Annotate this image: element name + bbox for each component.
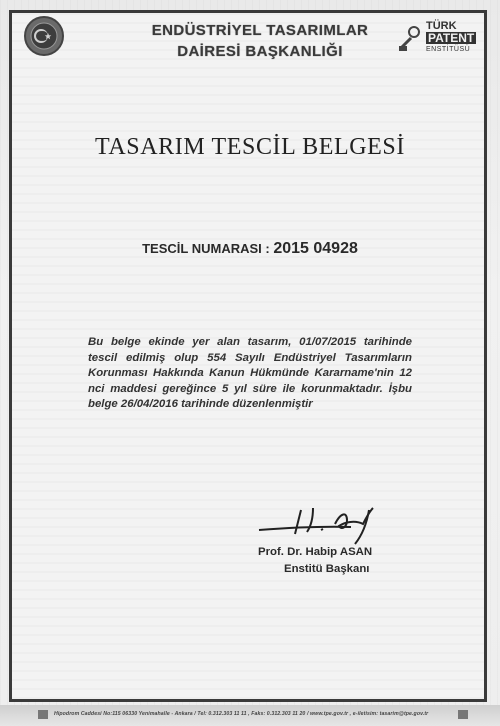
footer-contact-text: Hipodrom Caddesi No:115 06330 Yenimahalle - Ankara / Tel: 0.312.303 11 11 , Faks: 0.312.303 11 20 / www.tpe.gov.tr , e-iletisim: tasarim@tpe.gov.tr xyxy=(54,711,429,717)
certificate-body-text: Bu belge ekinde yer alan tasarım, 01/07/2015 tarihinde tescil edilmiş olup 554 Sayılı Endüstriyel Tasarımların Korunması Hakkında Kanun Hükmünde Kararname'nin 12 nci maddesi gereğince 5 yıl süre ile korunmaktadır. İşbu belge 26/04/2016 tarihinde düzenlenmiştir xyxy=(88,336,412,411)
logo-text-line2: PATENT xyxy=(428,31,475,45)
signatory-name: Prof. Dr. Habip ASAN xyxy=(258,546,373,558)
department-title-line1: ENDÜSTRİYEL TASARIMLAR xyxy=(151,22,369,39)
footer-right-logo-icon xyxy=(458,710,468,719)
footer-band xyxy=(0,705,500,726)
letterhead xyxy=(0,0,500,68)
footer-left-logo-icon xyxy=(38,710,48,719)
handwritten-signature xyxy=(255,500,405,548)
signatory-role: Enstitü Başkanı xyxy=(284,563,370,575)
logo-text-line1: TÜRK xyxy=(426,20,457,32)
registration-label: TESCİL NUMARASI : xyxy=(142,241,270,256)
logo-text-line3: ENSTİTÜSÜ xyxy=(426,46,471,53)
registration-number: 2015 04928 xyxy=(273,240,358,257)
patent-logo-mark-icon xyxy=(398,24,424,54)
department-title-line2: DAİRESİ BAŞKANLIĞI xyxy=(177,43,343,60)
department-title xyxy=(150,20,370,62)
signatory-block xyxy=(258,544,418,578)
turk-patent-logo xyxy=(398,20,488,60)
document-title: TASARIM TESCİL BELGESİ xyxy=(95,134,405,160)
emblem-seal-icon xyxy=(24,16,64,56)
registration-line xyxy=(0,240,500,258)
